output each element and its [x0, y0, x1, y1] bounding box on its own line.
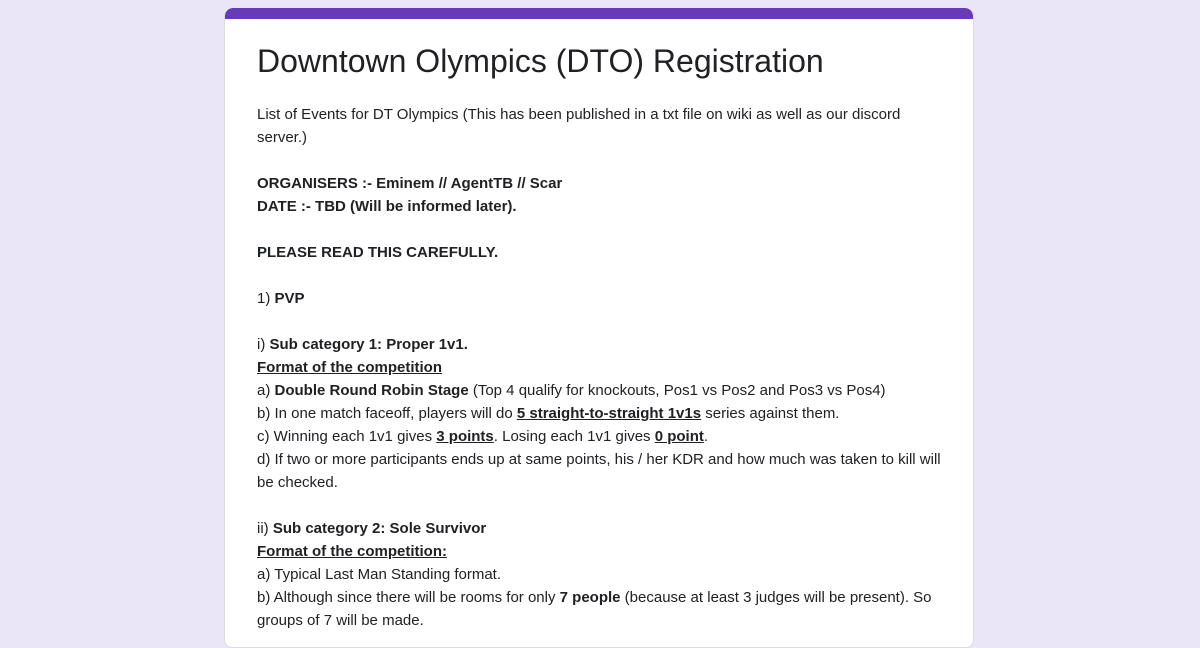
text-span: . Losing each 1v1 gives [493, 428, 655, 445]
description-line [257, 540, 941, 563]
description-spacer [257, 310, 941, 333]
description-line [257, 356, 941, 379]
google-form-card [224, 8, 974, 648]
text-span: PVP [274, 290, 305, 307]
text-span: a) [257, 382, 275, 399]
description-line [257, 241, 941, 264]
description-line [257, 287, 941, 310]
text-span: . [703, 428, 709, 445]
description-line: List of Events for DT Olympics (This has been published in a txt file on wiki as well as our discord server.) [257, 106, 905, 146]
text-span: (because at least 3 judges will be present). So groups of 7 will be made. [257, 589, 936, 629]
page-title: Downtown Olympics (DTO) Registration [257, 43, 824, 79]
description-line [257, 425, 941, 448]
text-span: b) In one match faceoff, players will do [257, 405, 517, 422]
text-span: ii) [257, 520, 273, 537]
text-span: Format of the competition: [257, 543, 447, 560]
text-span: 3 points [436, 428, 494, 445]
description-line [257, 379, 941, 402]
description-line [257, 517, 941, 540]
text-span: series against them. [701, 405, 840, 422]
text-span: b) Although since there will be rooms for only [257, 589, 560, 606]
text-span: 1) [257, 290, 275, 307]
description-line [257, 586, 941, 632]
description-spacer [257, 149, 941, 172]
text-span: DATE :- TBD (Will be informed later). [257, 198, 517, 215]
text-span: i) [257, 336, 270, 353]
text-span: 5 straight-to-straight 1v1s [516, 405, 702, 422]
form-description [257, 103, 945, 632]
description-spacer [257, 494, 941, 517]
description-line [257, 402, 941, 425]
text-span: Format of the competition [257, 359, 442, 376]
description-line: a) Typical Last Man Standing format. [257, 566, 502, 583]
description-line [257, 172, 941, 195]
text-span: (Top 4 qualify for knockouts, Pos1 vs Pos2 and Pos3 vs Pos4) [468, 382, 886, 399]
description-spacer [257, 218, 941, 241]
form-card-body [225, 19, 973, 647]
text-span: 0 point [654, 428, 704, 445]
text-span: Double Round Robin Stage [274, 382, 469, 399]
description-line [257, 195, 941, 218]
text-span: Sub category 1: Proper 1v1. [269, 336, 468, 353]
description-line: d) If two or more participants ends up at same points, his / her KDR and how much was taken to kill will be checked. [257, 451, 945, 491]
text-span: Sub category 2: Sole Survivor [272, 520, 487, 537]
description-spacer [257, 264, 941, 287]
form-accent-bar [225, 8, 973, 19]
text-span: PLEASE READ THIS CAREFULLY. [257, 244, 499, 261]
text-span: 7 people [559, 589, 621, 606]
text-span: ORGANISERS :- Eminem // AgentTB // Scar [257, 175, 563, 192]
text-span: c) Winning each 1v1 gives [257, 428, 437, 445]
description-line [257, 333, 941, 356]
